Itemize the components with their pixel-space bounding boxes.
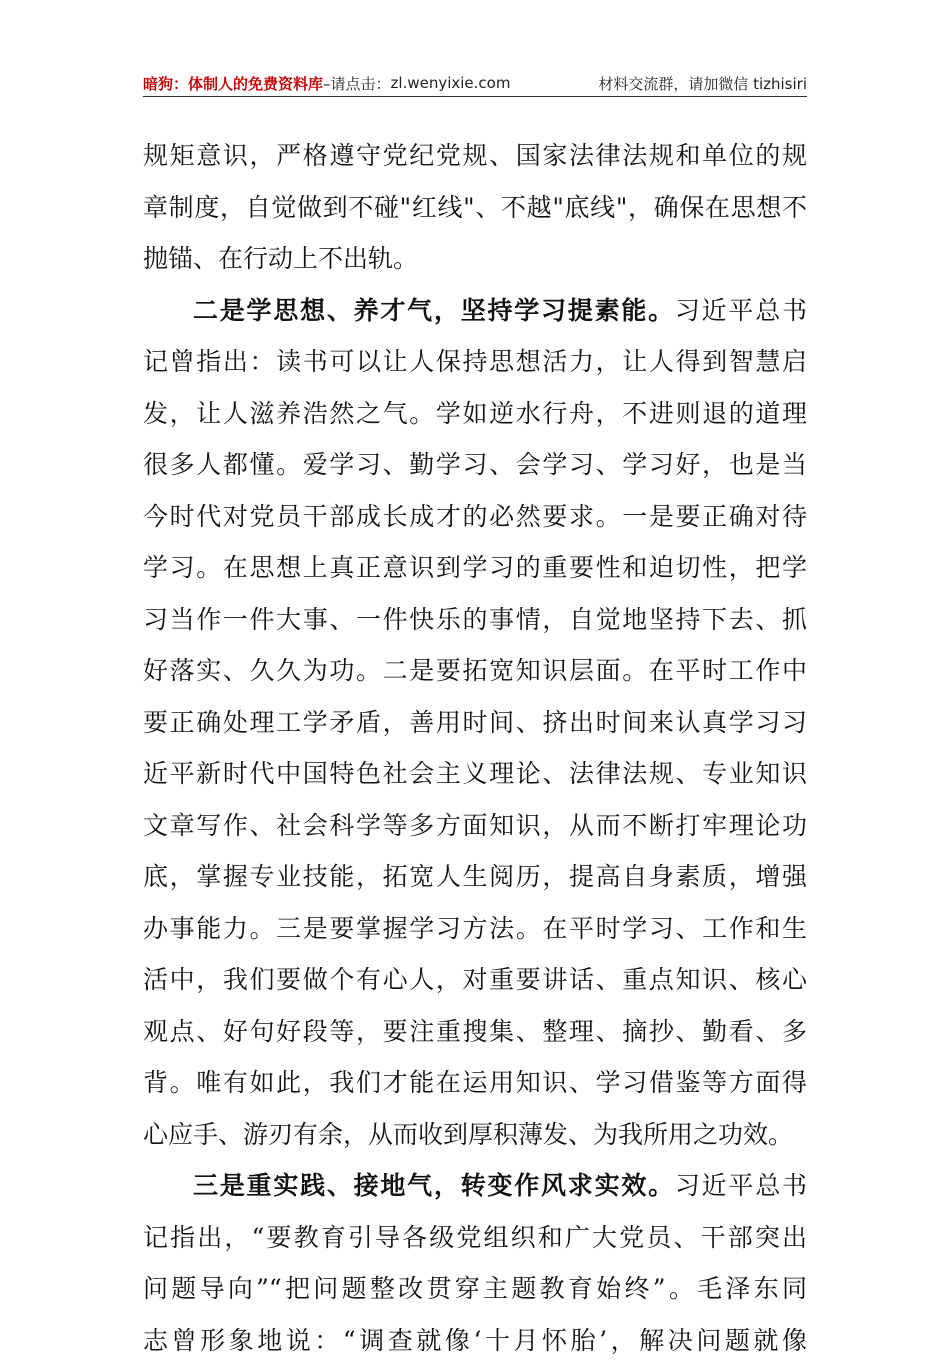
text-line: 近平新时代中国特色社会主义理论、法律法规、专业知识 (143, 748, 807, 800)
text-line: 习当作一件大事、一件快乐的事情，自觉地坚持下去、抓 (143, 594, 807, 646)
header-site-name: 暗狗：体制人的免费资料库 (143, 73, 323, 94)
section-heading: 二是学思想、养才气，坚持学习提素能。 (193, 296, 675, 325)
header-left (143, 73, 510, 94)
document-body (143, 130, 807, 1366)
text-line: 章制度，自觉做到不碰"红线"、不越"底线"，确保在思想不 (143, 182, 807, 234)
text-line: 观点、好句好段等，要注重搜集、整理、摘抄、勤看、多 (143, 1006, 807, 1058)
text-line: 活中，我们要做个有心人，对重要讲话、重点知识、核心 (143, 954, 807, 1006)
text-line: 记曾指出：读书可以让人保持思想活力，让人得到智慧启 (143, 336, 807, 388)
section-heading-line: 二是学思想、养才气，坚持学习提素能。习近平总书 (143, 285, 807, 337)
text-line: 规矩意识，严格遵守党纪党规、国家法律法规和单位的规 (143, 130, 807, 182)
text-line: 今时代对党员干部成长成才的必然要求。一是要正确对待 (143, 491, 807, 543)
text-line: 志曾形象地说：“调查就像‘十月怀胎’，解决问题就像 (143, 1315, 807, 1366)
header-url-link[interactable]: zl.wenyixie.com (391, 74, 511, 92)
text-line: 问题导向”“把问题整改贯穿主题教育始终”。毛泽东同 (143, 1263, 807, 1315)
section-heading: 三是重实践、接地气，转变作风求实效。 (193, 1171, 675, 1200)
text-line: 底，掌握专业技能，拓宽人生阅历，提高自身素质，增强 (143, 851, 807, 903)
text-line: 抛锚、在行动上不出轨。 (143, 233, 807, 285)
text-line: 背。唯有如此，我们才能在运用知识、学习借鉴等方面得 (143, 1057, 807, 1109)
text-line: 发，让人滋养浩然之气。学如逆水行舟，不进则退的道理 (143, 388, 807, 440)
text-line: 心应手、游刃有余，从而收到厚积薄发、为我所用之功效。 (143, 1109, 807, 1161)
section-heading-line: 三是重实践、接地气，转变作风求实效。习近平总书 (143, 1160, 807, 1212)
header-group-text: 材料交流群，请加微信 tizhisiri (598, 73, 807, 94)
text-line: 好落实、久久为功。二是要拓宽知识层面。在平时工作中 (143, 645, 807, 697)
text-line: 学习。在思想上真正意识到学习的重要性和迫切性，把学 (143, 542, 807, 594)
page-header (143, 70, 807, 96)
text-line: 文章写作、社会科学等多方面知识，从而不断打牢理论功 (143, 800, 807, 852)
header-divider (143, 96, 807, 97)
text-line: 办事能力。三是要掌握学习方法。在平时学习、工作和生 (143, 903, 807, 955)
text-line: 记指出，“要教育引导各级党组织和广大党员、干部突出 (143, 1212, 807, 1264)
header-click-prompt: –请点击： (323, 73, 391, 94)
text-line: 很多人都懂。爱学习、勤学习、会学习、学习好，也是当 (143, 439, 807, 491)
text-line: 要正确处理工学矛盾，善用时间、挤出时间来认真学习习 (143, 697, 807, 749)
